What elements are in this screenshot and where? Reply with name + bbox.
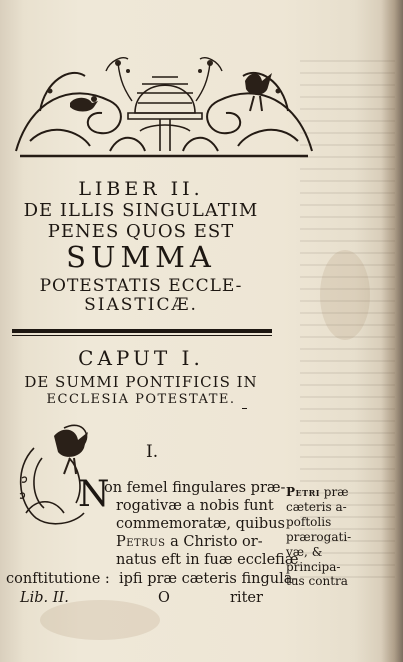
body-line xyxy=(6,571,297,587)
drop-cap-letter: N xyxy=(78,474,110,515)
section-number: I. xyxy=(146,442,159,462)
margin-note-name: Petri xyxy=(286,485,320,499)
body-text: Christo or- xyxy=(183,534,263,550)
body-line xyxy=(116,534,263,550)
title-line: DE ILLIS SINGULATIM xyxy=(23,200,259,221)
body-line: commemoratæ, quibus xyxy=(116,516,285,532)
margin-note-text: tus contra xyxy=(286,574,348,588)
chapter-heading: CAPUT I. xyxy=(78,346,204,370)
body-text: conftitutione : xyxy=(6,571,110,587)
name-petrus: Petrus xyxy=(116,534,166,550)
margin-note-line: prærogati- xyxy=(286,530,352,544)
title-line: POTESTATIS ECCLE- xyxy=(39,276,243,296)
margin-note-line: cæteris a- xyxy=(286,500,347,514)
body-text: a xyxy=(165,534,184,550)
printer-mark xyxy=(242,408,247,409)
paper-stain xyxy=(40,600,160,640)
title-line: PENES QUOS EST xyxy=(47,221,235,242)
title-emphasis: SUMMA xyxy=(66,240,216,274)
body-line: on femel fingulares præ- xyxy=(104,480,286,496)
headpiece-ornament xyxy=(10,41,318,162)
thick-rule xyxy=(12,329,272,333)
margin-note-line: væ, & xyxy=(286,545,323,559)
margin-note-line xyxy=(286,485,386,499)
body-text: ipfi præ cæteris fingula- xyxy=(119,571,298,587)
paper-stain xyxy=(320,250,370,340)
body-line: rogativæ a nobis funt xyxy=(116,498,274,514)
book-number: LIBER II. xyxy=(78,178,204,200)
margin-note-line xyxy=(286,560,386,588)
signature-mark: Lib. II. xyxy=(20,590,69,606)
margin-note-line: poftolis xyxy=(286,515,332,529)
thin-rule xyxy=(12,335,272,336)
margin-note-text: principa- xyxy=(286,560,341,574)
chapter-subtitle: ECCLESIA POTESTATE. xyxy=(46,392,236,407)
title-line: SIASTICÆ. xyxy=(84,295,198,315)
margin-note-text: præ xyxy=(319,485,349,499)
chapter-subtitle: DE SUMMI PONTIFICIS IN xyxy=(24,373,258,391)
body-line: natus eft in fuæ ecclefiæ xyxy=(116,552,299,568)
catchword: riter xyxy=(230,590,263,606)
gathering-letter: O xyxy=(158,590,170,606)
